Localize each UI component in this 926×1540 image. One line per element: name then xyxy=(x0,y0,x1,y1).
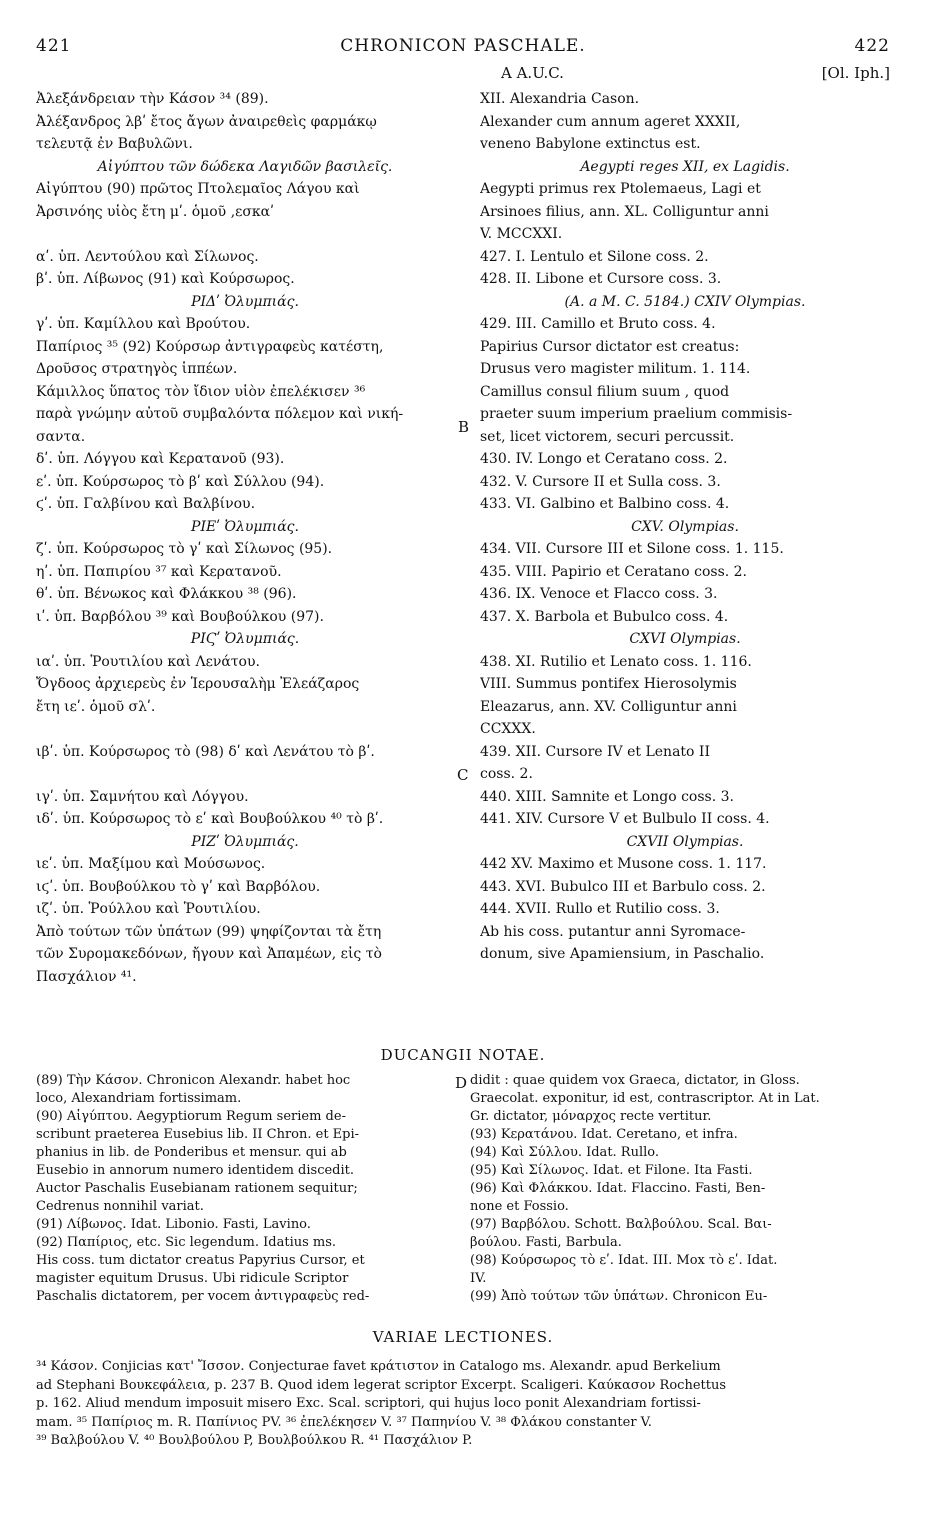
greek-line: Αἰγύπτου (90) πρῶτος Πτολεμαῖος Λάγου καὶ xyxy=(36,181,360,197)
greek-line: ιεʹ. ὑπ. Μαξίμου καὶ Μούσωνος. xyxy=(36,856,266,872)
notes-right-column xyxy=(470,1072,890,1306)
latin-line: donum, sive Apamiensium, in Paschalio. xyxy=(480,946,765,962)
latin-line: Aegypti primus rex Ptolemaeus, Lagi et xyxy=(480,181,761,197)
note-line: didit : quae quidem vox Graeca, dictator, in Gloss. xyxy=(470,1073,800,1088)
greek-line: Ἀπὸ τούτων τῶν ὑπάτων (99) ψηφίζονται τὰ ἔτη xyxy=(36,923,382,940)
latin-line: Papirius Cursor dictator est creatus: xyxy=(480,338,740,355)
note-line: Eusebio in annorum numero identidem discedit. xyxy=(36,1163,354,1178)
latin-line: Eleazarus, ann. XV. Colliguntur anni xyxy=(480,698,737,715)
greek-line: δʹ. ὑπ. Λόγγου καὶ Κερατανοῦ (93). xyxy=(36,451,285,467)
greek-line: σαντα. xyxy=(36,428,86,445)
auc-label: Α A.U.C. xyxy=(501,64,564,82)
greek-line: Ἀλεξάνδρειαν τὴν Κάσον ³⁴ (89). xyxy=(36,91,269,107)
latin-line: praeter suum imperium praelium commisis- xyxy=(480,406,793,422)
greek-line: ϛʹ. ὑπ. Γαλβίνου καὶ Βαλβίνου. xyxy=(36,496,256,512)
note-line: His coss. tum dictator creatus Papyrius Cursor, et xyxy=(36,1253,365,1268)
greek-line: θʹ. ὑπ. Βένωκος καὶ Φλάκκου ³⁸ (96). xyxy=(36,586,297,602)
variant-line: ³⁴ Κάσον. Conjicias κατ' Ἴσσον. Conjecturae favet κράτιστον in Catalogo ms. Alexandr. apud Berkelium xyxy=(36,1359,721,1374)
note-line: (95) Καὶ Σίλωνος. Idat. et Filone. Ita Fasti. xyxy=(470,1163,753,1178)
greek-line: ιγʹ. ὑπ. Σαμνήτου καὶ Λόγγου. xyxy=(36,788,249,805)
page-number-right: 422 xyxy=(854,36,890,56)
greek-line xyxy=(36,763,454,786)
greek-line: ηʹ. ὑπ. Παπιρίου ³⁷ καὶ Κερατανοῦ. xyxy=(36,563,282,580)
note-line: (92) Παπίριος, etc. Sic legendum. Idatius ms. xyxy=(36,1235,337,1250)
latin-line: veneno Babylone extinctus est. xyxy=(480,136,701,152)
note-line: (99) Ἀπὸ τούτων τῶν ὑπάτων. Chronicon Eu- xyxy=(470,1289,768,1304)
latin-line: CXV. Olympias. xyxy=(631,518,739,535)
latin-line: 442 XV. Maximo et Musone coss. 1. 117. xyxy=(480,856,767,872)
greek-line: τῶν Συρομακεδόνων, ἤγουν καὶ Ἀπαμέων, εἰς τὸ xyxy=(36,946,382,962)
page-header xyxy=(36,36,890,58)
note-line: (91) Λίβωνος. Idat. Libonio. Fasti, Lavino. xyxy=(36,1217,311,1232)
greek-line: Παπίριος ³⁵ (92) Κούρσωρ ἀντιγραφεὺς κατέστη, xyxy=(36,338,384,355)
latin-line: 443. XVI. Bubulco III et Barbulo coss. 2. xyxy=(480,878,766,895)
greek-line: παρὰ γνώμην αὐτοῦ συμβαλόντα πόλεμον καὶ νική- xyxy=(36,406,404,422)
note-line: none et Fossio. xyxy=(470,1199,569,1214)
latin-line: 439. XII. Cursore IV et Lenato II xyxy=(480,743,710,760)
column-subheader xyxy=(36,64,890,84)
greek-line: βʹ. ὑπ. Λίβωνος (91) καὶ Κούρσωρος. xyxy=(36,271,295,287)
greek-line: ΡΙΖʹ Ὀλυμπιάς. xyxy=(191,833,299,850)
variae-lectiones xyxy=(36,1358,888,1451)
greek-column xyxy=(36,88,454,988)
latin-line: 432. V. Cursore II et Sulla coss. 3. xyxy=(480,473,721,490)
latin-line: 440. XIII. Samnite et Longo coss. 3. xyxy=(480,788,734,805)
latin-line: Alexander cum annum ageret XXXII, xyxy=(480,113,741,130)
note-line: Cedrenus nonnihil variat. xyxy=(36,1199,204,1214)
note-line: phanius in lib. de Ponderibus et mensur. qui ab xyxy=(36,1145,347,1160)
latin-line: 444. XVII. Rullo et Rutilio coss. 3. xyxy=(480,901,720,917)
latin-line: Aegypti reges XII, ex Lagidis. xyxy=(580,158,790,175)
latin-line: coss. 2. xyxy=(480,766,533,782)
page-number-left: 421 xyxy=(36,36,72,56)
greek-line: ἔτη ιεʹ. ὁμοῦ σλʹ. xyxy=(36,698,156,715)
note-line: loco, Alexandriam fortissimam. xyxy=(36,1091,242,1106)
greek-line: ΡΙΔʹ Ὀλυμπιάς. xyxy=(191,293,299,310)
note-line: Graecolat. exponitur, id est, contrascriptor. At in Lat. xyxy=(470,1091,820,1106)
latin-line: 435. VIII. Papirio et Ceratano coss. 2. xyxy=(480,563,748,580)
latin-line: CXVII Olympias. xyxy=(626,833,744,850)
running-title: CHRONICON PASCHALE. xyxy=(340,36,586,56)
greek-line: Αἰγύπτου τῶν δώδεκα Λαγιδῶν βασιλεῖς. xyxy=(97,158,393,175)
greek-line: γʹ. ὑπ. Καμίλλου καὶ Βρούτου. xyxy=(36,316,251,332)
greek-line: εʹ. ὑπ. Κούρσωρος τὸ βʹ καὶ Σύλλου (94). xyxy=(36,473,325,490)
latin-line: V. MCCXXI. xyxy=(480,226,563,242)
greek-line: Ὄγδοος ἀρχιερεὺς ἐν Ἱερουσαλὴμ Ἐλεάζαρος xyxy=(36,676,360,692)
note-line: scribunt praeterea Eusebius lib. II Chron. et Epi- xyxy=(36,1127,360,1142)
latin-line: 427. I. Lentulo et Silone coss. 2. xyxy=(480,248,709,265)
notes-left-column xyxy=(36,1072,456,1306)
latin-line: Camillus consul filium suum , quod xyxy=(480,383,730,400)
latin-line: 433. VI. Galbino et Balbino coss. 4. xyxy=(480,496,730,512)
note-line: (94) Καὶ Σύλλου. Idat. Rullo. xyxy=(470,1145,660,1160)
greek-line: Πασχάλιον ⁴¹. xyxy=(36,968,137,985)
greek-line: Δροῦσος στρατηγὸς ἱππέων. xyxy=(36,361,238,377)
olympiad-label: [Ol. Iph.] xyxy=(821,64,890,82)
latin-line: Drusus vero magister militum. 1. 114. xyxy=(480,361,751,377)
greek-line: ιϛʹ. ὑπ. Βουβούλκου τὸ γʹ καὶ Βαρβόλου. xyxy=(36,878,321,895)
variant-line: mam. ³⁵ Παπίριος m. R. Παπίνιος PV. ³⁶ ἐπελέκησεν V. ³⁷ Παπηνίου V. ³⁸ Φλάκου constanter V. xyxy=(36,1414,652,1430)
note-line: (97) Βαρβόλου. Schott. Βαλβούλου. Scal. Βαι- xyxy=(470,1217,772,1232)
note-line: Gr. dictator, μόναρχος recte vertitur. xyxy=(470,1109,712,1124)
latin-line: CCXXX. xyxy=(480,721,536,737)
note-line: (93) Κερατάνου. Idat. Ceretano, et infra. xyxy=(470,1127,738,1142)
note-line: (98) Κούρσωρος τὸ εʹ. Idat. III. Mox τὸ εʹ. Idat. xyxy=(470,1253,778,1268)
greek-line: ιʹ. ὑπ. Βαρβόλου ³⁹ καὶ Βουβούλκου (97). xyxy=(36,608,324,625)
margin-letter-d: D xyxy=(455,1074,468,1092)
variant-line: ³⁹ Βαλβούλου V. ⁴⁰ Βουλβούλου P, Βουλβούλκου R. ⁴¹ Πασχάλιον P. xyxy=(36,1433,473,1448)
latin-line: 441. XIV. Cursore V et Bulbulo II coss. 4. xyxy=(480,811,770,827)
greek-line: αʹ. ὑπ. Λεντούλου καὶ Σίλωνος. xyxy=(36,248,259,265)
variae-heading: VARIAE LECTIONES. xyxy=(372,1328,554,1346)
margin-letter-c: C xyxy=(457,766,469,784)
latin-column xyxy=(480,88,890,966)
note-line: magister equitum Drusus. Ubi ridicule Scriptor xyxy=(36,1271,349,1286)
latin-line: set, licet victorem, securi percussit. xyxy=(480,428,735,445)
latin-line: 429. III. Camillo et Bruto coss. 4. xyxy=(480,316,716,332)
latin-line: XII. Alexandria Cason. xyxy=(480,91,640,107)
greek-line: ΡΙϚʹ Ὀλυμπιάς. xyxy=(190,631,300,647)
greek-line: ιβʹ. ὑπ. Κούρσωρος τὸ (98) δʹ καὶ Λενάτου τὸ βʹ. xyxy=(36,743,375,760)
note-line: Auctor Paschalis Eusebianam rationem sequitur; xyxy=(36,1181,358,1196)
greek-line xyxy=(36,718,454,741)
margin-letter-b: B xyxy=(458,418,470,436)
note-line: (96) Καὶ Φλάκκου. Idat. Flaccino. Fasti, Ben- xyxy=(470,1181,766,1196)
latin-line: Ab his coss. putantur anni Syromace- xyxy=(480,923,746,940)
note-line: IV. xyxy=(470,1271,487,1286)
latin-line: 428. II. Libone et Cursore coss. 3. xyxy=(480,271,722,287)
greek-line xyxy=(36,223,454,246)
notes-heading: DUCANGII NOTAE. xyxy=(380,1046,546,1064)
latin-line: 438. XI. Rutilio et Lenato coss. 1. 116. xyxy=(480,653,752,670)
latin-line: Arsinoes filius, ann. XL. Colliguntur anni xyxy=(480,203,769,220)
variant-line: ad Stephani Βουκεφάλεια, p. 237 B. Quod idem legerat scriptor Excerpt. Scaligeri. Καύκασον Rochettus xyxy=(36,1377,727,1393)
latin-line: CXVI Olympias. xyxy=(629,631,741,647)
greek-line: Κάμιλλος ὕπατος τὸν ἴδιον υἱὸν ἐπελέκισεν ³⁶ xyxy=(36,383,366,400)
latin-line: VIII. Summus pontifex Hierosolymis xyxy=(480,676,737,692)
greek-line: ιζʹ. ὑπ. Ῥούλλου καὶ Ῥουτιλίου. xyxy=(36,901,261,917)
note-line: βούλου. Fasti, Barbula. xyxy=(470,1235,622,1250)
greek-line: Ἀρσινόης υἱὸς ἔτη μʹ. ὁμοῦ ‚εσκαʹ xyxy=(36,203,274,220)
greek-line: ιαʹ. ὑπ. Ῥουτιλίου καὶ Λενάτου. xyxy=(36,653,260,670)
latin-line: 436. IX. Venoce et Flacco coss. 3. xyxy=(480,586,718,602)
variant-line: p. 162. Aliud mendum imposuit misero Exc. Scal. scriptori, qui hujus loco ponit Alexandriam fortissi- xyxy=(36,1396,701,1411)
latin-line: 434. VII. Cursore III et Silone coss. 1. 115. xyxy=(480,541,784,557)
note-line: (89) Τὴν Κάσον. Chronicon Alexandr. habet hoc xyxy=(36,1073,351,1088)
greek-line: Ἀλέξανδρος λβʹ ἔτος ἄγων ἀναιρεθεὶς φαρμάκῳ xyxy=(36,113,377,130)
latin-line: (A. a M. C. 5184.) CXIV Olympias. xyxy=(564,293,806,310)
greek-line: ιδʹ. ὑπ. Κούρσωρος τὸ εʹ καὶ Βουβούλκου ⁴⁰ τὸ βʹ. xyxy=(36,811,384,827)
note-line: (90) Αἰγύπτου. Aegyptiorum Regum seriem de- xyxy=(36,1109,346,1124)
greek-line: ΡΙΕʹ Ὀλυμπιάς. xyxy=(191,518,299,535)
latin-line: 430. IV. Longo et Ceratano coss. 2. xyxy=(480,451,728,467)
latin-line: 437. X. Barbola et Bubulco coss. 4. xyxy=(480,608,729,625)
note-line: Paschalis dictatorem, per vocem ἀντιγραφεὺς red- xyxy=(36,1289,370,1304)
greek-line: ζʹ. ὑπ. Κούρσωρος τὸ γʹ καὶ Σίλωνος (95). xyxy=(36,541,333,557)
greek-line: τελευτᾷ ἐν Βαβυλῶνι. xyxy=(36,136,193,152)
